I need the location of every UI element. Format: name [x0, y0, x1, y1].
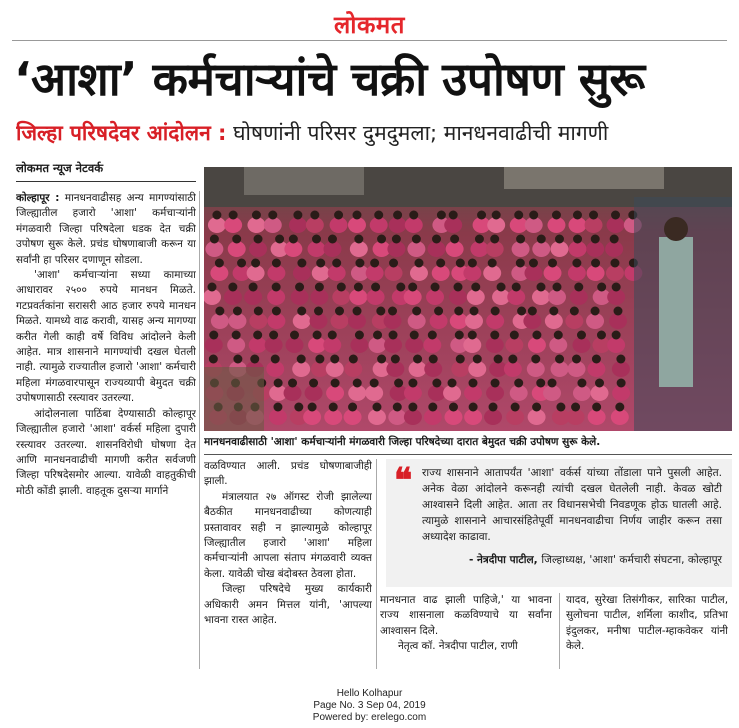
- col3-paragraph-2: नेतृत्व कॉ. नेत्रदीपा पाटील, राणी: [398, 640, 518, 653]
- column-divider: [199, 191, 200, 669]
- subhead-text: घोषणांनी परिसर दुमदुमला; मानधनवाढीची मागणी: [233, 121, 609, 145]
- photo-caption: मानधनवाढीसाठी 'आशा' कर्मचाऱ्यांनी मंगळवारी जिल्हा परिषदेच्या दारात बेमुदत चक्री उपोषण सुरू केले.: [204, 436, 601, 448]
- pull-quote-text: राज्य शासनाने आतापर्यंत 'आशा' वर्कर्स यांच्या तोंडाला पाने पुसली आहेत. अनेक वेळा आंदोलने करूनही त्यांची दखल घेतलेली नाही. केवळ खोटी आश्वासने दिली आहेत. आता तर विधानसभेची निवडणूक होऊ घातली आहे. त्यामुळे शासनाने आचारसंहितेपूर्वी मानधनवाढीचा निर्णय जाहीर करून तसा अध्यादेश काढावा.: [422, 467, 722, 543]
- col2-paragraph-2: मंत्रालयात २७ ऑगस्ट रोजी झालेल्या बैठकीत मानधनवाढीच्या कोणत्याही प्रस्तावावर सही न झाल्यामुळे कोल्हापूर जिल्ह्यातील हजारो 'आशा' महिला कर्मचाऱ्यांनी आपला संताप मंगळवारी व्यक्त केला. यावेळी चोख बंदोबस्त ठेवला होता.: [204, 490, 372, 580]
- article-column-4: [566, 593, 728, 669]
- article-column-1: [16, 191, 196, 671]
- article-byline: लोकमत न्यूज नेटवर्क: [16, 161, 104, 175]
- quote-author-role: जिल्हाध्यक्ष, 'आशा' कर्मचारी संघटना, कोल्हापूर: [541, 554, 722, 566]
- masthead-divider: [12, 40, 727, 41]
- page-footer: [0, 688, 739, 724]
- footer-powered-by: Powered by: erelego.com: [312, 712, 427, 723]
- column-divider: [559, 593, 560, 669]
- footer-edition: Hello Kolhapur: [336, 688, 403, 699]
- subhead-kicker: जिल्हा परिषदेवर आंदोलन :: [16, 121, 227, 145]
- quote-mark-icon: ❝: [394, 461, 413, 501]
- col1-paragraph-3: आंदोलनाला पाठिंबा देण्यासाठी कोल्हापूर जिल्ह्यातील हजारो 'आशा' वर्कर्स महिला दुपारी रस्त्यावर उतरल्या. शासनविरोधी घोषणा देत आणि मानधनवाढीची मागणी करीत सर्वजणी जिल्हा परिषदेसमोर आल्या. यावेळी वाहतुकीची मोठी कोंडी झाली. वाहतूक दुसऱ्या मार्गाने: [16, 407, 196, 497]
- col1-paragraph-2: 'आशा' कर्मचाऱ्यांना सध्या कामाच्या आधारावर २५०० रुपये मानधन मिळते. गटप्रवर्तकांना सरासरी आठ हजार रुपये मानधन मिळते. यामध्ये वाढ करावी, यासह अन्य मागण्या करीत गेली काही वर्षे विविध आंदोलने केली आहेत. मात्र शासनाने मागण्यांची दखल घेतली नाही. त्यामुळे राज्यातील हजारो 'आशा' कर्मचारी महिला मंगळवारपासून राज्यव्यापी बेमुदत चक्री उपोषणासाठी रस्त्यावर उतरल्या.: [16, 269, 196, 405]
- byline-divider: [16, 181, 196, 182]
- col2-paragraph-1: वळविण्यात आली. प्रचंड घोषणाबाजीही झाली.: [204, 460, 372, 488]
- masthead: [0, 0, 739, 44]
- col1-paragraph-1: मानधनवाढीसह अन्य मागण्यांसाठी जिल्ह्यातील हजारो 'आशा' कर्मचाऱ्यांनी मंगळवारी जिल्हा परिषदेला धडक देत चक्री उपोषण सुरू केले. प्रचंड घोषणाबाजी करून या सर्वांनी हा परिसर दणाणून सोडला.: [16, 192, 196, 266]
- article-column-2: [204, 459, 372, 669]
- quote-author: - नेत्रदीपा पाटील,: [468, 554, 538, 566]
- article-headline: ‘आशा’ कर्मचाऱ्यांचे चक्री उपोषण सुरू: [14, 52, 645, 106]
- pull-quote-box: [386, 459, 732, 587]
- protest-photo: [204, 167, 732, 431]
- col2-paragraph-3: जिल्हा परिषदेचे मुख्य कार्यकारी अधिकारी अमन मित्तल यांनी, 'आपल्या भावना रास्त आहेत.: [204, 583, 372, 627]
- pull-quote-attribution: [426, 553, 722, 567]
- article-column-3: [380, 593, 552, 669]
- protest-crowd-image: [204, 167, 732, 431]
- dateline: कोल्हापूर :: [16, 192, 60, 204]
- article-subhead: [16, 117, 728, 149]
- footer-page-date: Page No. 3 Sep 04, 2019: [313, 700, 426, 711]
- lokmat-logo: लोकमत: [334, 11, 405, 39]
- col3-paragraph-1: मानधनात वाढ झाली पाहिजे,' या भावना राज्य शासनाला कळविण्याचे या सर्वांना आश्वासन दिले.: [380, 594, 552, 637]
- col4-paragraph-1: यादव, सुरेखा तिसंगीकर, सारिका पाटील, सुलोचना पाटील, शर्मिला काशीद, प्रतिभा इंदुलकर, मनीषा पाटील-म्हाकवेकर यांनी केले.: [566, 594, 728, 653]
- column-divider: [376, 459, 377, 669]
- caption-divider: [204, 454, 732, 455]
